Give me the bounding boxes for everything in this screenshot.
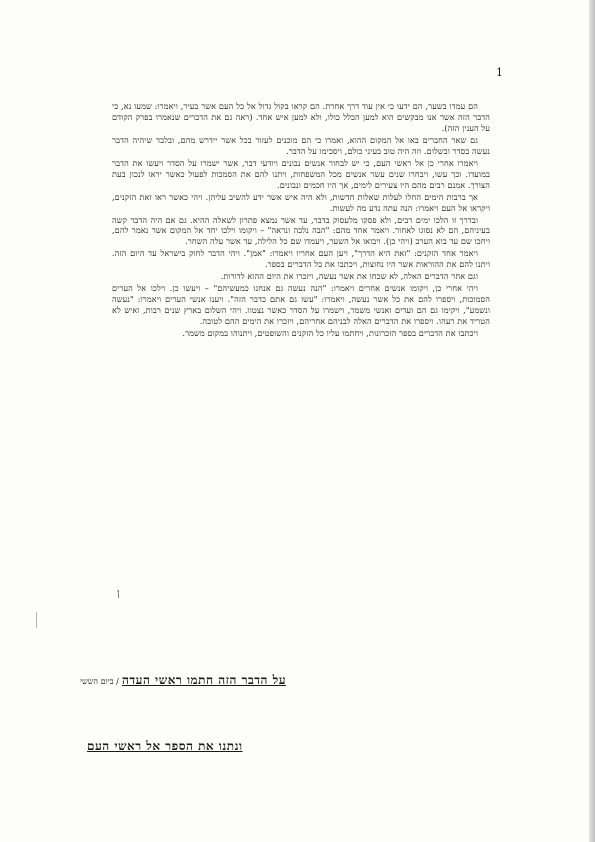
body-paragraph: ויאמרו אחרי כן אל ראשי העם, כי יש לבחור אנשים נבונים ויודעי דבר, אשר ישמרו על הסדר ויעשו את הדבר במועדו. וכך עשו, ויבחרו שנים עשר אנשים מכל המשפחות, ויתנו להם את הסמכות לפעול כאשר יראו לנכון בעת הצורך. אמנם רבים מהם היו צעירים לימים, אך היו חכמים ונבונים.: [112, 157, 490, 190]
body-paragraph: ויכתבו את הדברים בספר הזכרונות, ויחתמו עליו כל הזקנים והשופטים, ויתנוהו במקום משמר.: [182, 328, 478, 339]
signature-line-1-note: / ביום הששי: [80, 677, 119, 686]
signature-line-1: [80, 673, 286, 688]
document-body: [112, 101, 490, 340]
body-paragraph: ובדרך זו הלכו ימים רבים, ולא פסקו מלעסוק בדבר, עד אשר נמצא פתרון לשאלה ההיא. גם אם היה הדבר קשה בעיניהם, הם לא נסוגו לאחור. ויאמר אחד מהם: "הבה נלכה ונראה" – ויקומו וילכו יחד אל המקום אשר נאמר להם, ויחכו שם עד בוא הערב (ויהי כן). ויבואו אל השער, ויעמדו שם כל הלילה, עד אשר עלה השחר.: [112, 214, 490, 247]
margin-mark: ן: [117, 588, 120, 599]
page-number: 1: [496, 66, 503, 79]
signature-line-2: ונתנו את הספר אל ראשי העם: [87, 739, 243, 753]
body-paragraph: הם עמדו בשער, הם ידעו כי אין עוד דרך אחרת. הם קראו בקול גדול אל כל העם אשר בעיר, ויאמרו: שמעו נא, כי הדבר הזה אשר אנו מבקשים הוא למען הכלל כולו, ולא למען איש אחד. (ראה גם את הדברים שנאמרו בפרק הקודם על הענין הזה).: [112, 101, 490, 133]
body-paragraph: וגם אחר הדברים האלה, לא שכחו את אשר נעשה, ויזכרו את היום ההוא לדורות.: [220, 271, 478, 282]
body-paragraph: ויהי אחרי כן, ויקומו אנשים אחרים ויאמרו: "הנה נעשה גם אנחנו כמעשיהם" – ויעשו כן. וילכו אל הערים הסמוכות, ויספרו להם את כל אשר נעשה, ויאמרו: "עשו גם אתם כדבר הזה". ויענו אנשי הערים ויאמרו: "נעשה ונשמע", ויקימו גם הם ועדים ואנשי משמר, וישמרו על הסדר כאשר נצטוו. ויהי השלום בארץ שנים רבות, ואיש לא הטריד את רעהו. ויספרו את הדברים האלה לבניהם אחריהם, ויזכרו את הימים ההם לטובה.: [112, 283, 490, 327]
margin-tick: [36, 612, 37, 628]
page-edge-shadow: [589, 0, 595, 842]
body-paragraph: אך ברבות הימים החלו לעלות שאלות חדשות, ולא היה איש אשר ידע להשיב עליהן. ויהי כאשר ראו זאת הזקנים, ויקראו אל העם ויאמרו: הנה עתה נדע מה לעשות.: [112, 191, 490, 213]
body-paragraph: ויאמר אחד הזקנים: "זאת היא הדרך", ויען העם אחריו ויאמרו: "אמן". ויהי הדבר לחוק בישראל עד היום הזה. ויתנו להם את ההוראות אשר היו נחוצות, ויכתבו את כל הדברים בספר.: [112, 248, 490, 270]
signature-line-1-title: על הדבר הזה חתמו ראשי העדה: [122, 673, 287, 687]
body-paragraph: גם שאר החברים באו אל המקום ההוא, ואמרו כי הם מוכנים לעזור בכל אשר יידרש מהם, ובלבד שיהיה הדבר נעשה בסדר ובשלום. וזה היה טוב בעיני כולם, ויסכימו על הדבר.: [112, 134, 490, 156]
